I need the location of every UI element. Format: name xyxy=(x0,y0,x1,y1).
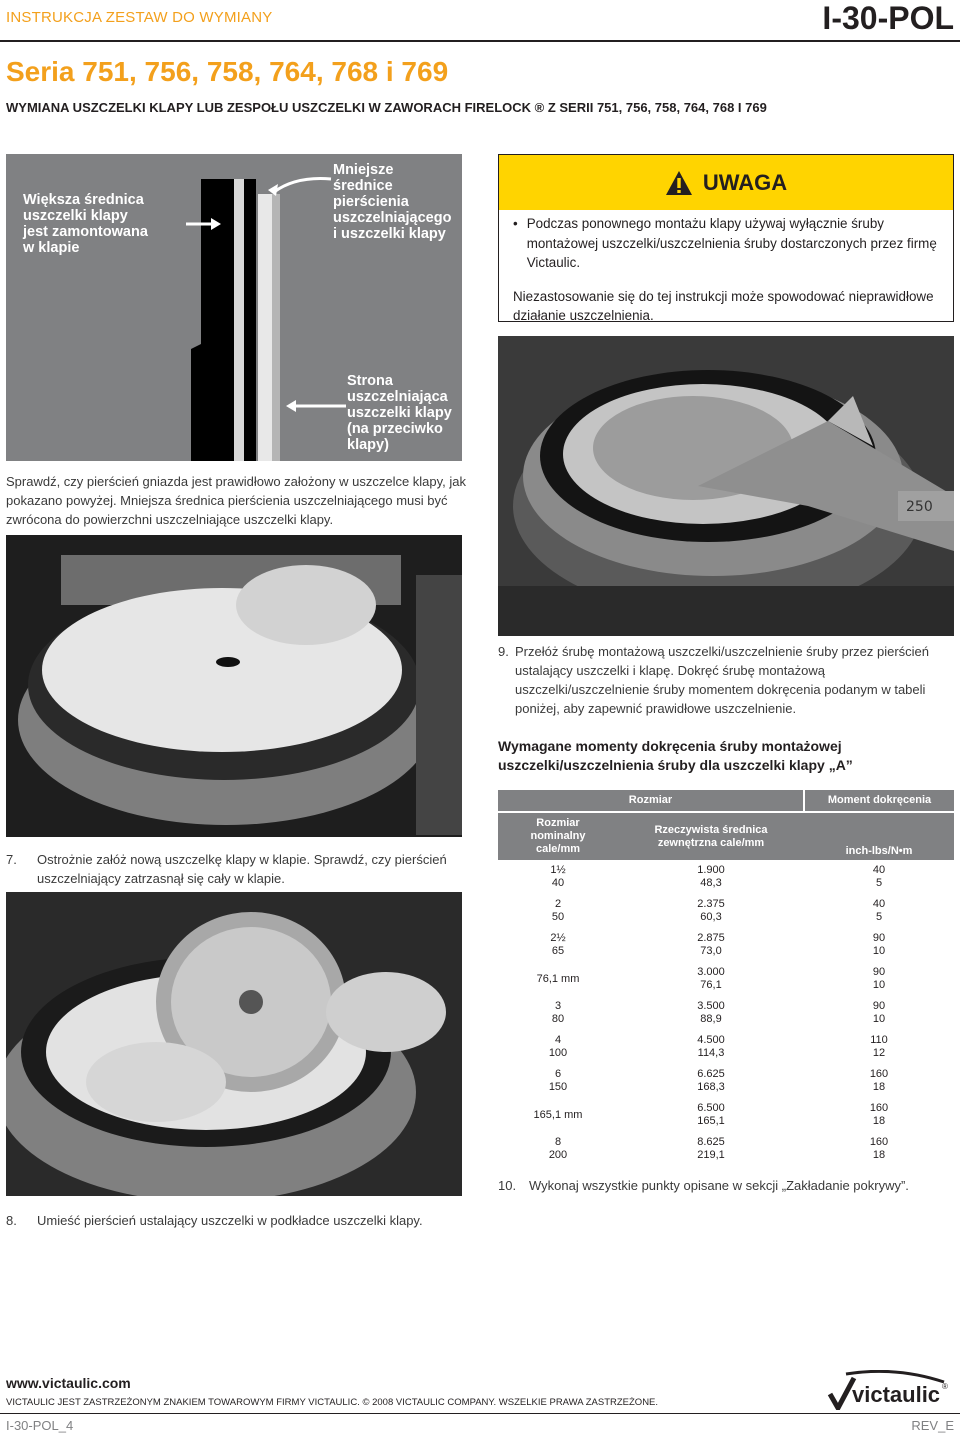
label-sealing-side: Strona uszczelniająca uszczelki klapy (na przeciwko klapy) xyxy=(347,373,452,453)
col-header-nominal: Rozmiar nominalny cale/mm xyxy=(530,817,586,855)
table-row: 8 200 8.625 219,1 160 18 xyxy=(548,1136,889,1161)
warning-header xyxy=(499,155,953,210)
warning-box xyxy=(498,154,954,322)
warning-heading: UWAGA xyxy=(702,169,788,195)
page-title: Seria 751, 756, 758, 764, 768 i 769 xyxy=(6,56,449,87)
step-10: 10. Wykonaj wszystkie punkty opisane w sekcji „Zakładanie pokrywy”. xyxy=(498,1178,909,1193)
logo-wordmark: victaulic xyxy=(852,1382,941,1407)
table-row: 2 50 2.375 60,3 40 5 xyxy=(551,898,886,923)
footer-divider xyxy=(0,1413,960,1414)
photo-ring-drawing xyxy=(6,892,462,1196)
header-divider xyxy=(0,40,960,42)
label-larger-diameter: Większa średnica uszczelki klapy jest zamontowana w klapie xyxy=(23,192,148,256)
website-link[interactable]: www.victaulic.com xyxy=(6,1375,131,1391)
table-row: 165,1 mm 6.500 165,1 160 18 xyxy=(533,1102,889,1127)
torque-table-caption: Wymagane momenty dokręcenia śruby montażowej uszczelki/uszczelnienia śruby dla uszczelki klapy „A” xyxy=(498,738,853,773)
group-header-torque: Moment dokręcenia xyxy=(804,790,954,812)
photo-installing-gasket xyxy=(6,535,462,837)
footer-revision: REV_E xyxy=(911,1418,954,1433)
step-7: 7. Ostrożnie załóż nową uszczelkę klapy w klapie. Sprawdź, czy pierścień uszczelniający zatrzasnął się cały w klapie. xyxy=(6,852,447,886)
document-category: INSTRUKCJA ZESTAW DO WYMIANY xyxy=(6,9,273,26)
table-row: 76,1 mm 3.000 76,1 90 10 xyxy=(536,966,886,991)
photo-retaining-ring xyxy=(6,892,462,1196)
footer-document-code: I-30-POL_4 xyxy=(6,1418,74,1433)
torque-table-wrapper xyxy=(498,790,954,1166)
table-row: 2½ 65 2.875 73,0 90 10 xyxy=(550,932,886,957)
logo-registered-mark: ® xyxy=(942,1382,948,1391)
table-row: 1½ 40 1.900 48,3 40 5 xyxy=(550,864,886,889)
group-header-size: Rozmiar xyxy=(628,794,673,806)
warning-triangle-icon xyxy=(665,170,693,196)
victaulic-logo xyxy=(826,1370,956,1410)
photo-tightening-bolt xyxy=(498,336,954,636)
col-header-actual: Rzeczywista średnica zewnętrzna cale/mm xyxy=(654,823,768,849)
warning-bullet: • Podczas ponownego montażu klapy używaj wyłącznie śruby montażowej uszczelki/uszczelnienia śruby dostarczonych przez firmę Victaulic. xyxy=(513,214,939,273)
photo-wrench-drawing xyxy=(498,336,954,636)
torque-table xyxy=(498,790,954,1166)
col-header-torque: inch-lbs/N•m xyxy=(845,845,913,857)
page-subtitle: WYMIANA USZCZELKI KLAPY LUB ZESPOŁU USZCZELKI W ZAWORACH FIRELOCK ® Z SERII 751, 756, 758, 764, 768 I 769 xyxy=(6,100,767,115)
photo-gasket-drawing xyxy=(6,535,462,837)
step-8: 8. Umieść pierścień ustalający uszczelki w podkładce uszczelki klapy. xyxy=(6,1213,423,1228)
bullet-icon: • xyxy=(513,216,518,231)
step-9: 9. Przełóż śrubę montażową uszczelki/uszczelnienie śruby przez pierścień ustalający uszczelki i klapę. Dokręć śrubę montażową uszczelki/uszczelnienie śruby momentem dokręcenia podanym w tabeli poniżej, aby zapewnić prawidłowe uszczelnienie. xyxy=(498,644,930,716)
table-row: 6 150 6.625 168,3 160 18 xyxy=(548,1068,889,1093)
table-row: 4 100 4.500 114,3 110 12 xyxy=(548,1034,888,1059)
table-row: 3 80 3.500 88,9 90 10 xyxy=(551,1000,886,1025)
label-smaller-diameters: Mniejsze średnice pierścienia uszczelniającego i uszczelki klapy xyxy=(333,162,452,242)
warning-note: Niezastosowanie się do tej instrukcji może spowodować nieprawidłowe działanie uszczelnienia. xyxy=(513,288,934,323)
check-seat-ring-text: Sprawdź, czy pierścień gniazda jest prawidłowo założony w uszczelce klapy, jak pokazano powyżej. Mniejsza średnica pierścienia uszczelniającego musi być zwrócona do powierzchni uszczelniające uszczelki klapy. xyxy=(6,474,467,527)
copyright-notice: VICTAULIC JEST ZASTRZEŻONYM ZNAKIEM TOWAROWYM FIRMY VICTAULIC. © 2008 VICTAULIC COMPANY. WSZELKIE PRAWA ZASTRZEŻONE. xyxy=(6,1397,659,1408)
seal-cross-section-diagram xyxy=(6,154,462,461)
wrench-marking: 250 xyxy=(906,499,933,515)
document-id: I-30-POL xyxy=(822,0,954,36)
